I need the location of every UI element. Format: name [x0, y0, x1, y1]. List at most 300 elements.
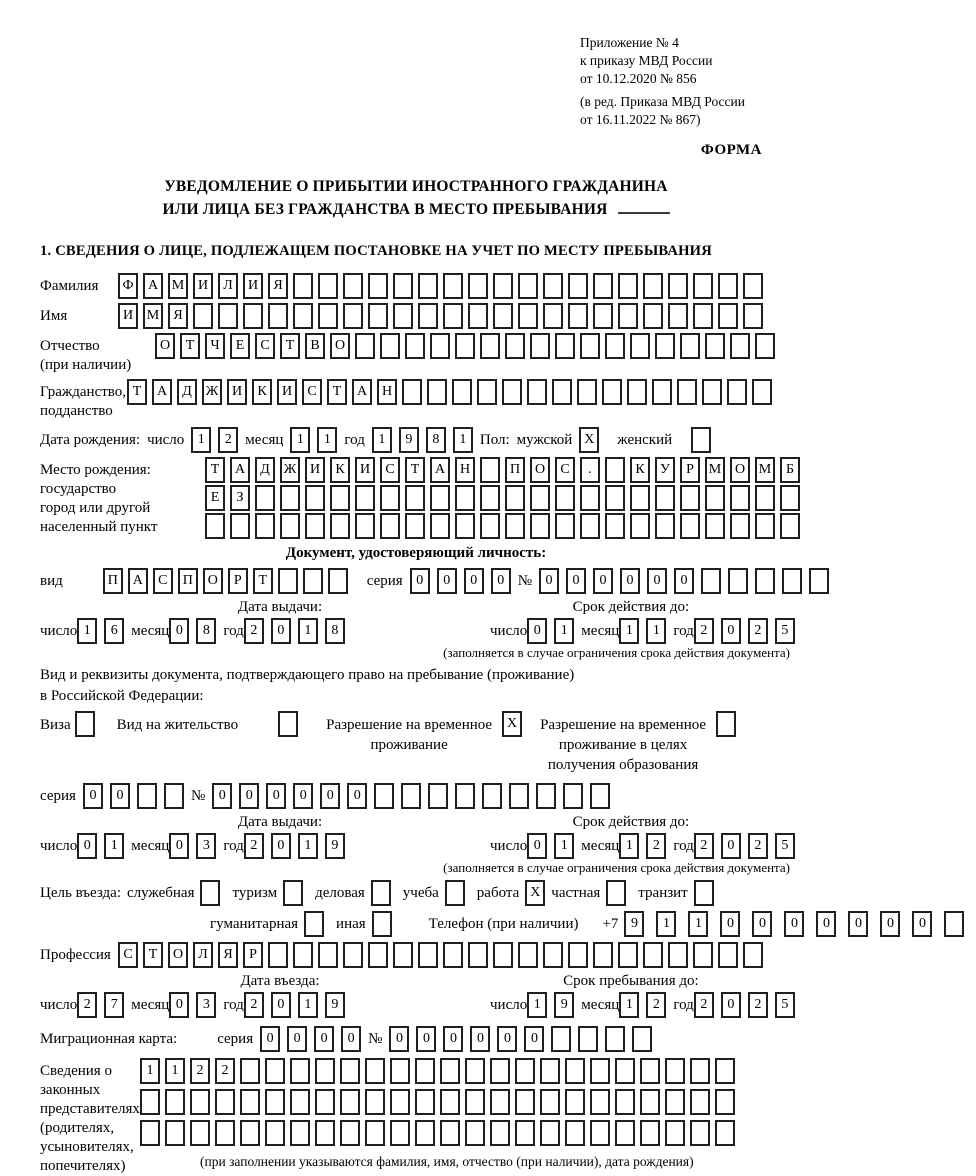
purpose-checkbox-delovaya[interactable] — [371, 880, 391, 906]
char-cell[interactable] — [509, 783, 529, 809]
char-cell[interactable]: 0 — [314, 1026, 334, 1052]
char-cell[interactable]: 1 — [298, 992, 318, 1018]
char-cell[interactable] — [640, 1120, 660, 1146]
char-cell[interactable]: А — [128, 568, 148, 594]
char-cell[interactable] — [493, 273, 513, 299]
char-cell[interactable]: А — [152, 379, 172, 405]
char-cell[interactable] — [605, 513, 625, 539]
char-cell[interactable] — [593, 942, 613, 968]
char-cell[interactable] — [665, 1089, 685, 1115]
char-cell[interactable] — [655, 333, 675, 359]
char-cell[interactable]: 2 — [77, 992, 97, 1018]
char-cell[interactable]: 9 — [624, 911, 644, 937]
char-cell[interactable]: 7 — [104, 992, 124, 1018]
char-cell[interactable] — [190, 1120, 210, 1146]
char-cell[interactable] — [240, 1120, 260, 1146]
char-cell[interactable]: 0 — [647, 568, 667, 594]
char-cell[interactable]: 0 — [271, 992, 291, 1018]
char-cell[interactable] — [693, 303, 713, 329]
char-cell[interactable] — [690, 1089, 710, 1115]
char-cell[interactable]: 0 — [721, 618, 741, 644]
representatives-row3-cells[interactable] — [140, 1120, 740, 1146]
char-cell[interactable] — [718, 942, 738, 968]
char-cell[interactable]: 0 — [212, 783, 232, 809]
char-cell[interactable] — [480, 513, 500, 539]
visa-checkbox[interactable] — [75, 711, 95, 737]
char-cell[interactable] — [577, 379, 597, 405]
char-cell[interactable] — [515, 1089, 535, 1115]
char-cell[interactable]: 2 — [646, 992, 666, 1018]
char-cell[interactable] — [665, 1058, 685, 1084]
char-cell[interactable]: 0 — [293, 783, 313, 809]
char-cell[interactable] — [580, 333, 600, 359]
purpose-checkbox-chastnaya[interactable] — [606, 880, 626, 906]
char-cell[interactable]: 0 — [341, 1026, 361, 1052]
char-cell[interactable]: З — [230, 485, 250, 511]
char-cell[interactable] — [318, 273, 338, 299]
char-cell[interactable] — [715, 1120, 735, 1146]
doc-kind-cells[interactable] — [103, 568, 353, 594]
char-cell[interactable] — [555, 485, 575, 511]
char-cell[interactable] — [490, 1089, 510, 1115]
char-cell[interactable] — [265, 1089, 285, 1115]
char-cell[interactable]: 0 — [721, 992, 741, 1018]
stay-year-cells[interactable] — [694, 992, 802, 1018]
valid-day-cells[interactable] — [527, 618, 581, 644]
char-cell[interactable] — [418, 942, 438, 968]
char-cell[interactable] — [690, 1120, 710, 1146]
purpose-checkbox-turizm[interactable] — [283, 880, 303, 906]
citizenship-cells[interactable] — [127, 379, 777, 405]
char-cell[interactable] — [268, 303, 288, 329]
char-cell[interactable] — [328, 568, 348, 594]
char-cell[interactable] — [415, 1089, 435, 1115]
char-cell[interactable] — [315, 1120, 335, 1146]
char-cell[interactable]: 0 — [848, 911, 868, 937]
char-cell[interactable] — [343, 942, 363, 968]
char-cell[interactable] — [240, 1089, 260, 1115]
char-cell[interactable]: 0 — [527, 618, 547, 644]
temp-residence-checkbox[interactable]: X — [502, 711, 522, 737]
char-cell[interactable]: 2 — [215, 1058, 235, 1084]
char-cell[interactable]: 3 — [196, 992, 216, 1018]
char-cell[interactable]: 1 — [619, 618, 639, 644]
char-cell[interactable] — [630, 485, 650, 511]
doc-series-cells[interactable] — [410, 568, 518, 594]
char-cell[interactable]: 1 — [554, 833, 574, 859]
char-cell[interactable] — [315, 1058, 335, 1084]
char-cell[interactable]: И — [118, 303, 138, 329]
char-cell[interactable]: С — [302, 379, 322, 405]
char-cell[interactable]: И — [277, 379, 297, 405]
char-cell[interactable] — [705, 513, 725, 539]
firstname-cells[interactable] — [118, 303, 768, 329]
char-cell[interactable] — [215, 1089, 235, 1115]
char-cell[interactable] — [543, 273, 563, 299]
issued-day-cells[interactable] — [77, 833, 131, 859]
char-cell[interactable]: У — [655, 457, 675, 483]
char-cell[interactable]: 0 — [497, 1026, 517, 1052]
char-cell[interactable]: К — [252, 379, 272, 405]
issued-day-cells[interactable] — [77, 618, 131, 644]
char-cell[interactable] — [627, 379, 647, 405]
char-cell[interactable] — [140, 1120, 160, 1146]
char-cell[interactable] — [555, 333, 575, 359]
char-cell[interactable] — [380, 513, 400, 539]
char-cell[interactable]: Р — [243, 942, 263, 968]
char-cell[interactable]: 0 — [784, 911, 804, 937]
char-cell[interactable] — [555, 513, 575, 539]
char-cell[interactable] — [343, 303, 363, 329]
char-cell[interactable] — [305, 513, 325, 539]
char-cell[interactable] — [240, 1058, 260, 1084]
char-cell[interactable]: 1 — [619, 833, 639, 859]
char-cell[interactable] — [440, 1058, 460, 1084]
char-cell[interactable]: 0 — [83, 783, 103, 809]
char-cell[interactable] — [593, 273, 613, 299]
char-cell[interactable]: 1 — [77, 618, 97, 644]
char-cell[interactable] — [318, 303, 338, 329]
char-cell[interactable] — [493, 303, 513, 329]
char-cell[interactable]: 1 — [191, 427, 211, 453]
char-cell[interactable] — [330, 485, 350, 511]
char-cell[interactable]: О — [530, 457, 550, 483]
char-cell[interactable]: 1 — [453, 427, 473, 453]
char-cell[interactable] — [618, 303, 638, 329]
char-cell[interactable] — [727, 379, 747, 405]
char-cell[interactable] — [782, 568, 802, 594]
char-cell[interactable] — [405, 513, 425, 539]
char-cell[interactable] — [552, 379, 572, 405]
valid-day-cells[interactable] — [527, 833, 581, 859]
char-cell[interactable] — [715, 1058, 735, 1084]
char-cell[interactable] — [580, 513, 600, 539]
valid-year-cells[interactable] — [694, 618, 802, 644]
char-cell[interactable] — [630, 513, 650, 539]
char-cell[interactable]: 0 — [260, 1026, 280, 1052]
char-cell[interactable]: А — [230, 457, 250, 483]
char-cell[interactable]: 2 — [244, 833, 264, 859]
char-cell[interactable] — [427, 379, 447, 405]
char-cell[interactable] — [230, 513, 250, 539]
char-cell[interactable]: 1 — [104, 833, 124, 859]
birth-place-row3-cells[interactable] — [205, 513, 805, 539]
char-cell[interactable]: 0 — [437, 568, 457, 594]
char-cell[interactable]: 9 — [554, 992, 574, 1018]
char-cell[interactable] — [705, 485, 725, 511]
char-cell[interactable] — [455, 485, 475, 511]
char-cell[interactable] — [490, 1058, 510, 1084]
char-cell[interactable] — [443, 942, 463, 968]
doc-number-cells[interactable] — [539, 568, 836, 594]
char-cell[interactable] — [280, 485, 300, 511]
char-cell[interactable] — [730, 333, 750, 359]
char-cell[interactable] — [505, 333, 525, 359]
char-cell[interactable] — [440, 1089, 460, 1115]
char-cell[interactable]: 6 — [104, 618, 124, 644]
char-cell[interactable] — [255, 485, 275, 511]
char-cell[interactable]: С — [255, 333, 275, 359]
char-cell[interactable]: О — [203, 568, 223, 594]
char-cell[interactable]: В — [305, 333, 325, 359]
char-cell[interactable] — [390, 1058, 410, 1084]
issued-year-cells[interactable] — [244, 618, 352, 644]
char-cell[interactable] — [215, 1120, 235, 1146]
char-cell[interactable] — [482, 783, 502, 809]
purpose-checkbox-rabota[interactable]: X — [525, 880, 545, 906]
char-cell[interactable] — [780, 513, 800, 539]
char-cell[interactable]: А — [143, 273, 163, 299]
char-cell[interactable] — [493, 942, 513, 968]
char-cell[interactable] — [430, 513, 450, 539]
char-cell[interactable] — [605, 457, 625, 483]
char-cell[interactable] — [468, 303, 488, 329]
char-cell[interactable] — [530, 333, 550, 359]
char-cell[interactable] — [518, 303, 538, 329]
char-cell[interactable] — [365, 1120, 385, 1146]
stay-day-cells[interactable] — [527, 992, 581, 1018]
char-cell[interactable] — [315, 1089, 335, 1115]
char-cell[interactable] — [365, 1058, 385, 1084]
char-cell[interactable] — [680, 485, 700, 511]
purpose-checkbox-inaya[interactable] — [372, 911, 392, 937]
char-cell[interactable]: Т — [205, 457, 225, 483]
char-cell[interactable] — [393, 273, 413, 299]
char-cell[interactable]: А — [430, 457, 450, 483]
char-cell[interactable]: 0 — [527, 833, 547, 859]
char-cell[interactable] — [430, 333, 450, 359]
char-cell[interactable] — [693, 273, 713, 299]
char-cell[interactable]: И — [243, 273, 263, 299]
char-cell[interactable]: 9 — [325, 992, 345, 1018]
patronymic-cells[interactable] — [155, 333, 780, 359]
char-cell[interactable]: Т — [327, 379, 347, 405]
char-cell[interactable] — [343, 273, 363, 299]
char-cell[interactable]: 0 — [266, 783, 286, 809]
char-cell[interactable] — [540, 1120, 560, 1146]
char-cell[interactable] — [290, 1058, 310, 1084]
char-cell[interactable]: 0 — [271, 618, 291, 644]
char-cell[interactable] — [365, 1089, 385, 1115]
char-cell[interactable] — [465, 1120, 485, 1146]
char-cell[interactable]: 0 — [271, 833, 291, 859]
char-cell[interactable] — [293, 303, 313, 329]
char-cell[interactable] — [540, 1058, 560, 1084]
char-cell[interactable] — [605, 485, 625, 511]
char-cell[interactable]: 0 — [721, 833, 741, 859]
char-cell[interactable] — [755, 513, 775, 539]
birth-month-cells[interactable] — [290, 427, 344, 453]
char-cell[interactable]: А — [352, 379, 372, 405]
char-cell[interactable]: М — [705, 457, 725, 483]
char-cell[interactable] — [428, 783, 448, 809]
char-cell[interactable]: 1 — [372, 427, 392, 453]
char-cell[interactable] — [518, 273, 538, 299]
char-cell[interactable] — [480, 485, 500, 511]
char-cell[interactable]: 0 — [416, 1026, 436, 1052]
char-cell[interactable]: Е — [205, 485, 225, 511]
char-cell[interactable] — [755, 568, 775, 594]
char-cell[interactable]: 2 — [748, 992, 768, 1018]
char-cell[interactable] — [443, 273, 463, 299]
char-cell[interactable] — [590, 783, 610, 809]
char-cell[interactable]: 0 — [347, 783, 367, 809]
char-cell[interactable] — [668, 303, 688, 329]
char-cell[interactable] — [655, 513, 675, 539]
residence-permit-checkbox[interactable] — [278, 711, 298, 737]
char-cell[interactable] — [540, 1089, 560, 1115]
char-cell[interactable] — [455, 513, 475, 539]
char-cell[interactable] — [593, 303, 613, 329]
char-cell[interactable]: 0 — [593, 568, 613, 594]
char-cell[interactable]: . — [580, 457, 600, 483]
profession-cells[interactable] — [118, 942, 768, 968]
char-cell[interactable] — [505, 513, 525, 539]
char-cell[interactable] — [718, 303, 738, 329]
char-cell[interactable] — [393, 303, 413, 329]
char-cell[interactable]: 0 — [410, 568, 430, 594]
char-cell[interactable] — [602, 379, 622, 405]
char-cell[interactable] — [590, 1058, 610, 1084]
char-cell[interactable] — [443, 303, 463, 329]
char-cell[interactable]: Ж — [280, 457, 300, 483]
char-cell[interactable] — [643, 273, 663, 299]
representatives-row1-cells[interactable] — [140, 1058, 740, 1084]
char-cell[interactable]: Т — [253, 568, 273, 594]
char-cell[interactable] — [330, 513, 350, 539]
char-cell[interactable]: Д — [255, 457, 275, 483]
char-cell[interactable]: Р — [680, 457, 700, 483]
char-cell[interactable] — [580, 485, 600, 511]
purpose-checkbox-sluzhebnaya[interactable] — [200, 880, 220, 906]
purpose-checkbox-ucheba[interactable] — [445, 880, 465, 906]
char-cell[interactable] — [755, 333, 775, 359]
char-cell[interactable] — [468, 273, 488, 299]
char-cell[interactable]: Б — [780, 457, 800, 483]
char-cell[interactable] — [680, 333, 700, 359]
char-cell[interactable] — [743, 273, 763, 299]
char-cell[interactable] — [415, 1120, 435, 1146]
entry-month-cells[interactable] — [169, 992, 223, 1018]
char-cell[interactable]: Н — [455, 457, 475, 483]
char-cell[interactable]: Н — [377, 379, 397, 405]
char-cell[interactable] — [468, 942, 488, 968]
valid-year-cells[interactable] — [694, 833, 802, 859]
char-cell[interactable] — [390, 1120, 410, 1146]
char-cell[interactable] — [355, 333, 375, 359]
char-cell[interactable] — [543, 942, 563, 968]
char-cell[interactable] — [374, 783, 394, 809]
char-cell[interactable]: 1 — [656, 911, 676, 937]
char-cell[interactable]: 0 — [912, 911, 932, 937]
char-cell[interactable]: С — [118, 942, 138, 968]
char-cell[interactable] — [652, 379, 672, 405]
char-cell[interactable]: Т — [127, 379, 147, 405]
char-cell[interactable]: О — [168, 942, 188, 968]
stay-month-cells[interactable] — [619, 992, 673, 1018]
char-cell[interactable] — [755, 485, 775, 511]
char-cell[interactable]: П — [103, 568, 123, 594]
birth-place-row2-cells[interactable] — [205, 485, 805, 511]
valid-month-cells[interactable] — [619, 833, 673, 859]
char-cell[interactable] — [480, 333, 500, 359]
char-cell[interactable]: Ж — [202, 379, 222, 405]
char-cell[interactable] — [680, 513, 700, 539]
char-cell[interactable] — [568, 303, 588, 329]
char-cell[interactable] — [418, 303, 438, 329]
char-cell[interactable]: 2 — [218, 427, 238, 453]
char-cell[interactable]: 1 — [646, 618, 666, 644]
char-cell[interactable]: 0 — [287, 1026, 307, 1052]
char-cell[interactable] — [728, 568, 748, 594]
char-cell[interactable] — [455, 333, 475, 359]
char-cell[interactable] — [452, 379, 472, 405]
char-cell[interactable] — [590, 1089, 610, 1115]
migration-series-cells[interactable] — [260, 1026, 368, 1052]
char-cell[interactable]: Ф — [118, 273, 138, 299]
char-cell[interactable] — [465, 1058, 485, 1084]
char-cell[interactable] — [527, 379, 547, 405]
char-cell[interactable] — [293, 942, 313, 968]
char-cell[interactable]: 5 — [775, 833, 795, 859]
char-cell[interactable] — [632, 1026, 652, 1052]
issued-month-cells[interactable] — [169, 833, 223, 859]
char-cell[interactable] — [265, 1058, 285, 1084]
char-cell[interactable] — [730, 485, 750, 511]
char-cell[interactable]: С — [380, 457, 400, 483]
char-cell[interactable] — [565, 1120, 585, 1146]
char-cell[interactable] — [668, 942, 688, 968]
char-cell[interactable]: И — [193, 273, 213, 299]
char-cell[interactable] — [401, 783, 421, 809]
char-cell[interactable] — [618, 942, 638, 968]
char-cell[interactable] — [340, 1120, 360, 1146]
char-cell[interactable]: С — [555, 457, 575, 483]
char-cell[interactable] — [515, 1058, 535, 1084]
char-cell[interactable]: 0 — [464, 568, 484, 594]
edu-residence-checkbox[interactable] — [716, 711, 736, 737]
char-cell[interactable]: 2 — [694, 992, 714, 1018]
char-cell[interactable] — [730, 513, 750, 539]
char-cell[interactable] — [605, 333, 625, 359]
char-cell[interactable] — [563, 783, 583, 809]
char-cell[interactable]: П — [178, 568, 198, 594]
entry-day-cells[interactable] — [77, 992, 131, 1018]
char-cell[interactable] — [690, 1058, 710, 1084]
char-cell[interactable]: 1 — [140, 1058, 160, 1084]
char-cell[interactable]: Л — [193, 942, 213, 968]
char-cell[interactable] — [543, 303, 563, 329]
char-cell[interactable] — [615, 1089, 635, 1115]
char-cell[interactable] — [665, 1120, 685, 1146]
char-cell[interactable] — [515, 1120, 535, 1146]
char-cell[interactable]: 2 — [694, 618, 714, 644]
char-cell[interactable] — [368, 942, 388, 968]
char-cell[interactable]: Е — [230, 333, 250, 359]
char-cell[interactable]: И — [355, 457, 375, 483]
char-cell[interactable]: 0 — [539, 568, 559, 594]
char-cell[interactable] — [268, 942, 288, 968]
char-cell[interactable] — [405, 485, 425, 511]
char-cell[interactable] — [405, 333, 425, 359]
char-cell[interactable]: 0 — [470, 1026, 490, 1052]
char-cell[interactable]: 5 — [775, 992, 795, 1018]
char-cell[interactable]: 0 — [169, 618, 189, 644]
char-cell[interactable] — [715, 1089, 735, 1115]
char-cell[interactable] — [402, 379, 422, 405]
char-cell[interactable] — [140, 1089, 160, 1115]
char-cell[interactable] — [743, 942, 763, 968]
